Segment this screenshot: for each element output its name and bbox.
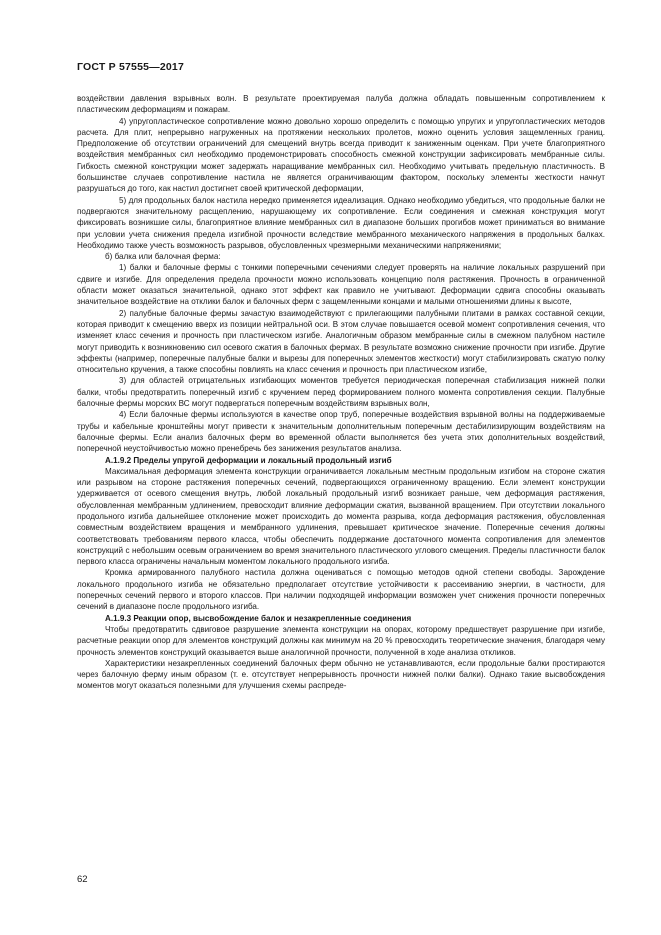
paragraph: Характеристики незакрепленных соединений балочных ферм обычно не устанавливаются, если продольные балки простираются через балочную ферму иным образом (т. е. отсутствует непрерывность прочности нижней полки балки). Однако такие высвобождения моментов могут оказаться полезными для улучшения схемы распреде- bbox=[77, 658, 605, 691]
paragraph: б) балка или балочная ферма: bbox=[105, 252, 221, 262]
page-number: 62 bbox=[77, 874, 88, 885]
paragraph: Чтобы предотвратить сдвиговое разрушение элемента конструкции на опорах, которому предшествует разрушение при изгибе, расчетные реакции опор для элементов конструкций должны как минимум на 20 % превосходить теоретические значения, благодаря чему прочность элементов конструкций оказывается выше аналогичной прочности, полученной в ходе анализа откликов. bbox=[77, 624, 605, 657]
paragraph: Максимальная деформация элемента конструкции ограничивается локальным местным продольным изгибом на стороне сжатия или разрывом на стороне растяжения поперечных сечений, подвергающихся ограниченному вращению. Если элемент конструкции удерживается от осевого смещения внутрь, любой локальный продольный изгиб возникает раньше, чем деформация растяжения, обусловленная мембранным удлинением, превосходит влияние деформации сжатия, вызванной вращением. При отсутствии локального продольного изгиба дальнейшее отклонение может происходить до момента разрыва, когда деформация растяжения, обусловленная совместным воздействием вращения и мембранного удлинения, превышает критическое значение. Поперечные сечения должны соответствовать требованиям первого класса, чтобы обеспечить поддержание достаточного момента сопротивления для элементов конструкций с небольшим осевым ограничением во время значительного пластического углового смещения. Пределы пластичности балок первого класса ограничены начальным моментом локального продольного изгиба. bbox=[77, 466, 605, 567]
paragraph: Кромка армированного палубного настила должна оцениваться с помощью методов одной степени свободы. Зарождение локального продольного изгиба не обязательно предполагает отсутствие устойчивости к рассеиванию энергии, в частности, для поперечных сечений первого и второго классов. При наличии подходящей информации возможен учет снижения прочности поперечных сечений в диапазоне после продольного изгиба. bbox=[77, 568, 605, 612]
body-text bbox=[77, 93, 605, 692]
section-heading: А.1.9.3 Реакции опор, высвобождение балок и незакрепленные соединения bbox=[105, 613, 412, 623]
standard-header: ГОСТ Р 57555—2017 bbox=[77, 61, 185, 73]
paragraph: 4) упругопластическое сопротивление можно довольно хорошо определить с помощью упругих и упругопластических методов расчета. Для плит, непрерывно нагруженных на протяжении нескольких пролетов, можно оценить условия защемленных границ. Предположение об отсутствии ограничений для смещений внутрь всегда приводит к заниженным оценкам. При учете благоприятного воздействия мембранных сил необходимо продемонстрировать способность смежной конструкции зафиксировать мембранные силы. Гибкость смежной конструкции может задержать наращивание мембранных сил. Необходимо учитывать предельную пластичность. В большинстве случаев сопротивление настила не является ограничивающим фактором, поскольку элементы жесткости начнут разрушаться до того, как настил достигнет своей критической деформации, bbox=[77, 116, 605, 194]
paragraph: 3) для областей отрицательных изгибающих моментов требуется периодическая поперечная стабилизация нижней полки балки, чтобы предотвратить поперечный изгиб с кручением перед формированием полного момента сопротивления секции. Палубные балочные фермы морских ВС могут подвергаться поперечным воздействиям взрывных волн, bbox=[77, 376, 605, 409]
section-heading: А.1.9.2 Пределы упругой деформации и локальный продольный изгиб bbox=[105, 455, 392, 465]
paragraph: воздействии давления взрывных волн. В результате проектируемая палуба должна обладать повышенным сопротивлением к пластическим деформациям и пожарам. bbox=[77, 94, 605, 115]
paragraph: 5) для продольных балок настила нередко применяется идеализация. Однако необходимо убедиться, что продольные балки не подвергаются значительному расщеплению, нарушающему их сопротивление. Если соединения и смежная конструкция могут фиксировать возникшие силы, благоприятное влияние мембранных сил в диапазоне больших прогибов может приниматься во внимание при условии учета снижения предела изгибной прочности вследствие мембранного механического напряжения в продольных балках. Необходимо также учесть возможность разрывов, обусловленных чрезмерными механическими напряжениями; bbox=[77, 195, 605, 250]
paragraph: 1) балки и балочные фермы с тонкими поперечными сечениями следует проверять на наличие локальных разрушений при сдвиге и изгибе. Для определения предела прочности можно использовать концепцию поля растяжения. Прочность в ограниченной области может оказаться значительной, однако этот эффект как правило не учитывают. Деформации сдвига способны оказывать значительное воздействие на отклики балок и балочных ферм с защемленными концами и малыми отношениями длины к высоте, bbox=[77, 263, 605, 307]
paragraph: 4) Если балочные фермы используются в качестве опор труб, поперечные воздействия взрывной волны на поддерживаемые трубы и кабельные кронштейны могут привести к значительным дополнительным поперечным дестабилизирующим воздействиям на балочные фермы. Если анализ балочных ферм во временной области выполняется без учета этих дополнительных воздействий, поперечной неустойчивостью можно пренебречь без занижения результатов анализа. bbox=[77, 410, 605, 454]
paragraph: 2) палубные балочные фермы зачастую взаимодействуют с прилегающими палубными плитами в рамках составной секции, которая приводит к смещению вверх из позиции нейтральной оси. В этом случае повышается осевой момент сопротивления сечения, что изменяет класс сечения и прочность при пластическом изгибе. Аналогичным образом мембранные силы в смежном палубном настиле могут приводить к возникновению сил осевого сжатия в балочных фермах. В результате возможно снижение прочности при изгибе. Другие эффекты (например, поперечные палубные балки и вырезы для поперечных элементов жесткости) могут стабилизировать сжатую полку относительно кручения, а также способны повлиять на класс сечения и прочность при пластическом изгибе, bbox=[77, 308, 605, 375]
